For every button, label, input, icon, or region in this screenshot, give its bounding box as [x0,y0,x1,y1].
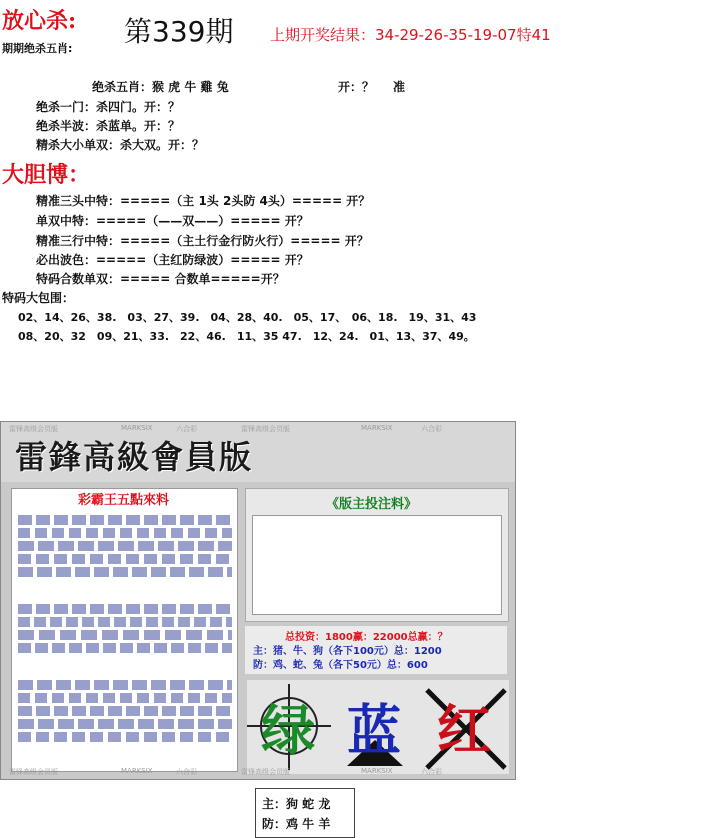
text-line-placeholder [18,541,232,551]
text-line-placeholder [18,680,232,690]
watermark: 六合彩 [421,768,442,776]
main-pick-line: 主：猪、牛、狗（各下100元）总：1200 [253,646,442,657]
left-panel-text-block [18,601,232,667]
green-character: 绿 [261,698,315,762]
watermark: MARKSIX [121,424,153,432]
text-line-placeholder [18,732,232,742]
text-line-placeholder [18,630,232,640]
kill-size-line: 精杀大小单双：杀大双。开：？ [36,138,205,152]
text-line-placeholder [18,643,232,653]
bottom-pick-box [255,788,355,838]
text-line-placeholder [18,719,232,729]
numbers-row-1: 02、14、26、38. 03、27、39. 04、28、40. 05、17、 06、18. 19、31、43 [18,311,477,324]
invest-line: 总投资：1800赢：22000总赢：？ [285,632,448,643]
fangxinsha-title: 放心杀: [2,8,77,34]
text-line-placeholder [18,515,232,525]
watermark: MARKSIX [361,767,393,775]
bottom-main-line: 主：狗 蛇 龙 [262,797,331,811]
kill-door-line: 绝杀一门：杀四门。开：？ [36,100,181,114]
bottom-guard-line: 防：鸡 牛 羊 [262,817,331,831]
text-line-placeholder [18,706,232,716]
bold-line-5: 特码合数单双：===== 合数单=====开？ [36,272,285,286]
bold-section-title: 大胆博： [2,162,91,188]
watermark: 六合彩 [176,768,197,776]
watermark: MARKSIX [121,767,153,775]
five-animals-line: 绝杀五肖：猴 虎 牛 雞 兔 [92,80,229,94]
left-panel-heading: 彩霸王五點來料 [78,493,170,508]
watermark: 雷锋高级会员版 [9,425,58,433]
bold-line-2: 单双中特：=====（——双——）===== 开？ [36,214,309,228]
issue-number: 第339期 [124,15,234,48]
watermark: 雷锋高级会员版 [9,768,58,776]
blue-character: 蓝 [347,698,401,762]
bold-line-3: 精准三行中特：=====（主土行金行防火行）===== 开？ [36,234,369,248]
text-line-placeholder [18,528,232,538]
right-panel-heading: 《版主投注料》 [326,497,418,512]
numbers-row-2: 08、20、32 09、21、33. 22、46. 11、35 47. 12、24. 01、13、37、49。 [18,330,475,343]
open-label: 开：？ [338,80,375,94]
watermark: 六合彩 [176,425,197,433]
subtitle: 期期绝杀五肖: [2,42,73,55]
bold-line-1: 精准三头中特：=====（主 1头 2头防 4头）===== 开？ [36,194,371,208]
guard-pick-line: 防：鸡、蛇、兔（各下50元）总：600 [253,660,428,671]
text-line-placeholder [18,567,232,577]
left-info-panel [11,488,238,772]
watermark: 雷锋高级会员版 [241,768,290,776]
investment-panel [245,626,507,674]
red-character: 红 [437,698,491,762]
watermark: 雷锋高级会员版 [241,425,290,433]
right-blank-box [252,515,502,615]
text-line-placeholder [18,693,232,703]
accurate-label: 准 [393,80,406,94]
watermark: 六合彩 [421,425,442,433]
last-result-value: 34-29-26-35-19-07特41 [375,26,551,44]
package-label: 特码大包围： [2,291,75,305]
last-result [270,24,551,45]
text-line-placeholder [18,554,232,564]
left-panel-text-block [18,513,232,591]
bold-line-4: 必出波色：=====（主红防绿波）===== 开？ [36,253,309,267]
left-panel-text-block [18,677,232,763]
member-poster [0,421,516,780]
kill-half-line: 绝杀半波：杀蓝单。开：？ [36,119,181,133]
text-line-placeholder [18,617,232,627]
last-result-label: 上期开奖结果： [270,26,376,44]
poster-title: 雷鋒高級會員版 [15,438,254,476]
right-top-panel [245,488,509,622]
watermark: MARKSIX [361,424,393,432]
text-line-placeholder [18,604,232,614]
color-characters-panel [247,680,509,774]
